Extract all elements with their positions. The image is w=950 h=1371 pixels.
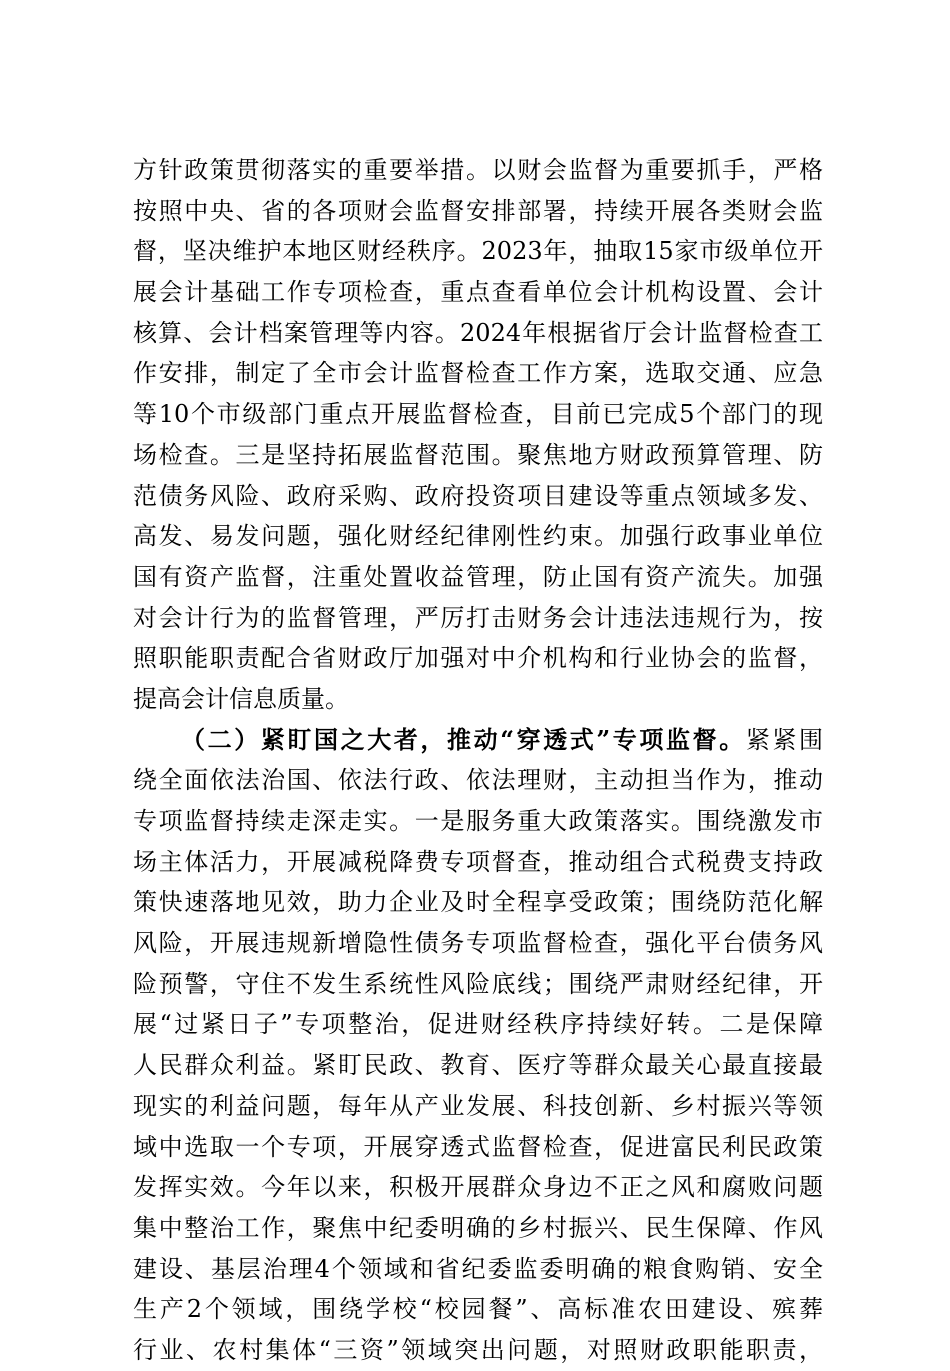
text-line: 现实的利益问题，每年从产业发展、科技创新、乡村振兴等领: [133, 1091, 823, 1120]
text-line: 策快速落地见效，助力企业及时全程享受政策；围绕防范化解: [133, 888, 823, 917]
text-line: 国有资产监督，注重处置收益管理，防止国有资产流失。加强: [133, 562, 823, 591]
text-line: 绕全面依法治国、依法行政、依法理财，主动担当作为，推动: [133, 766, 823, 795]
text-line: 场检查。三是坚持拓展监督范围。聚焦地方财政预算管理、防: [133, 440, 823, 469]
section-heading: （二）紧盯国之大者，推动“穿透式”专项监督。: [181, 724, 746, 754]
text-line: 险预警，守住不发生系统性风险底线；围绕严肃财经纪律，开: [133, 969, 823, 998]
text-line: 对会计行为的监督管理，严厉打击财务会计违法违规行为，按: [133, 603, 823, 632]
text-line: 发挥实效。今年以来，积极开展群众身边不正之风和腐败问题: [133, 1173, 823, 1202]
text-line: [133, 720, 823, 761]
paragraph-1: [133, 150, 823, 720]
text-line: 提高会计信息质量。: [133, 684, 349, 713]
text-line: 核算、会计档案管理等内容。2024年根据省厅会计监督检查工: [133, 318, 823, 347]
body-text: [133, 150, 823, 1371]
text-line: 照职能职责配合省财政厅加强对中介机构和行业协会的监督，: [133, 644, 823, 673]
text-line: 作安排，制定了全市会计监督检查工作方案，选取交通、应急: [133, 359, 823, 388]
text-line: 督，坚决维护本地区财经秩序。2023年，抽取15家市级单位开: [133, 237, 823, 266]
text-line: 集中整治工作，聚焦中纪委明确的乡村振兴、民生保障、作风: [133, 1213, 823, 1242]
text-line: 人民群众利益。紧盯民政、教育、医疗等群众最关心最直接最: [133, 1051, 823, 1080]
text-line: 等10个市级部门重点开展监督检查，目前已完成5个部门的现: [133, 400, 823, 429]
text-line: 风险，开展违规新增隐性债务专项监督检查，强化平台债务风: [133, 929, 823, 958]
text-line: 高发、易发问题，强化财经纪律刚性约束。加强行政事业单位: [133, 522, 823, 551]
heading-line-rest: 紧紧围: [745, 725, 824, 754]
text-line: 按照中央、省的各项财会监督安排部署，持续开展各类财会监: [133, 196, 823, 225]
text-line: 范债务风险、政府采购、政府投资项目建设等重点领域多发、: [133, 481, 823, 510]
text-line: 场主体活力，开展减税降费专项督查，推动组合式税费支持政: [133, 847, 823, 876]
paragraph-2: [133, 720, 823, 1371]
text-line: 专项监督持续走深走实。一是服务重大政策落实。围绕激发市: [133, 807, 823, 835]
text-line: 行业、农村集体“三资”领域突出问题，对照财政职能职责，: [133, 1335, 823, 1364]
text-line: 方针政策贯彻落实的重要举措。以财会监督为重要抓手，严格: [133, 156, 823, 184]
text-line: 展会计基础工作专项检查，重点查看单位会计机构设置、会计: [133, 278, 823, 307]
text-line: 展“过紧日子”专项整治，促进财经秩序持续好转。二是保障: [133, 1010, 823, 1039]
text-line: 生产2个领域，围绕学校“校园餐”、高标准农田建设、殡葬: [133, 1295, 823, 1324]
text-line: 建设、基层治理4个领域和省纪委监委明确的粮食购销、安全: [133, 1254, 823, 1283]
text-line: 域中选取一个专项，开展穿透式监督检查，促进富民利民政策: [133, 1132, 823, 1161]
